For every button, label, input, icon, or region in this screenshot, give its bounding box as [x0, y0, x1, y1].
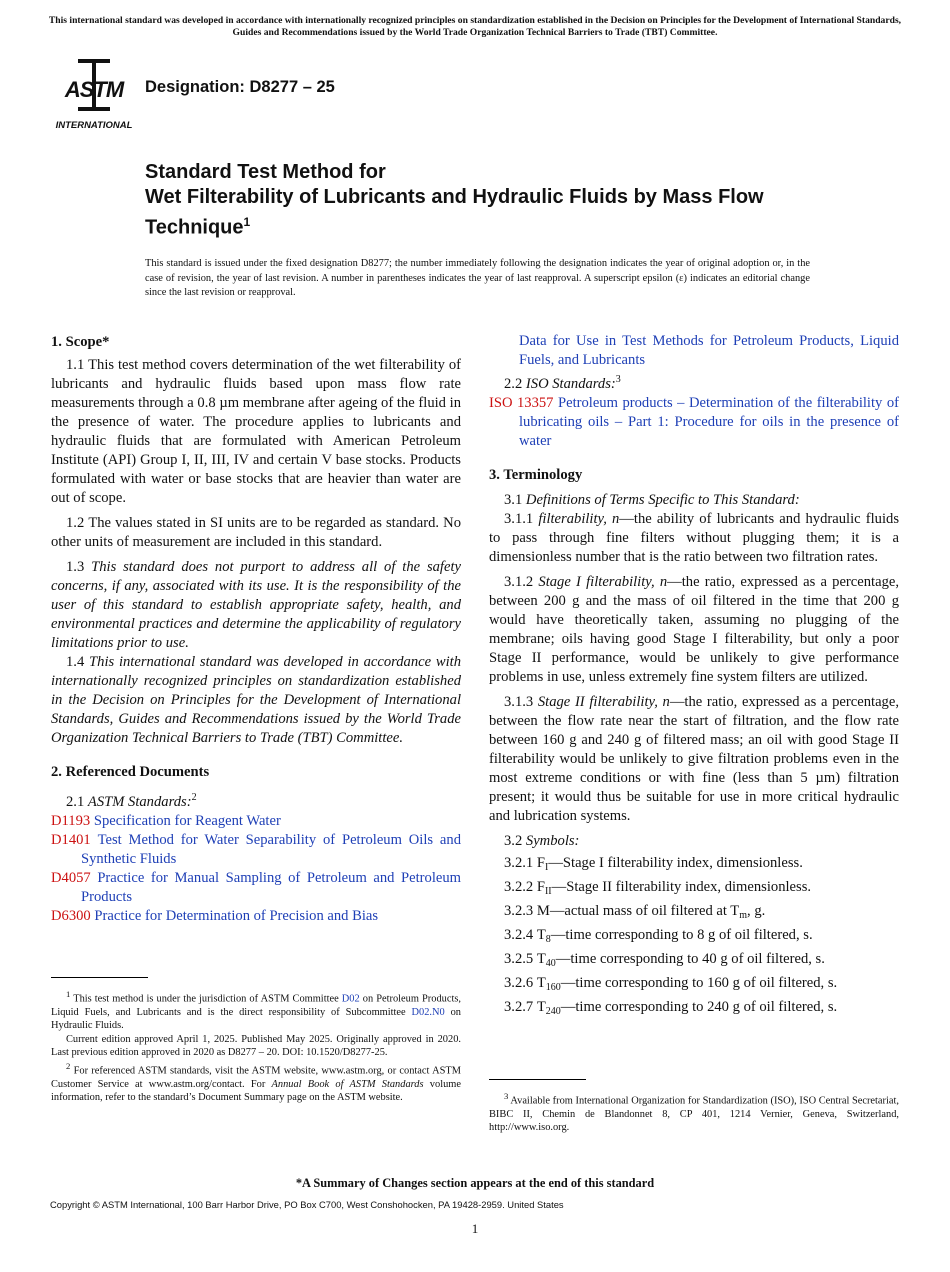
ref-d1401[interactable]: D1401 Test Method for Water Separability of Petroleum Oils and Synthetic Fluids: [51, 831, 462, 867]
page-number: 1: [471, 1221, 479, 1236]
ref-d4057[interactable]: D4057 Practice for Manual Sampling of Petroleum and Petroleum Products: [51, 869, 461, 905]
footnote-1: $^1$ This test method is under the jurisdiction of ASTM Committee D02 on Petroleum Products, Liquid Fuels, and Lubricants and is the direct responsibility of Subcommittee D02.N0 on Hydraulic Fluids.: [51, 989, 461, 1032]
ref-d6300-part1[interactable]: D6300 Practice for Determination of Precision and Bias: [51, 907, 379, 924]
link-d02n0[interactable]: D02.N0: [411, 1006, 445, 1018]
astm-standards-label: 2.1 ASTM Standards:$^2$: [66, 792, 197, 810]
footnote-rule-right: [489, 1079, 586, 1080]
ref-d6300-part2[interactable]: Data for Use in Test Methods for Petroleum Products, Liquid Fuels, and Lubricants: [519, 333, 899, 368]
symbol-3-2-5: 3.2.5 $T_{40}—time$ corresponding to 40 g of oil filtered, s.: [504, 950, 825, 969]
ref-d1193[interactable]: D1193 Specification for Reagent Water: [51, 812, 281, 829]
left-column: [51, 333, 461, 926]
logo-text: ASTM: [64, 77, 124, 102]
scope-heading: 1. Scope*: [51, 334, 110, 350]
symbol-3-2-4: 3.2.4 $T_8—time$ corresponding to 8 g of oil filtered, s.: [504, 926, 813, 945]
symbols-label: 3.2 Symbols:: [504, 832, 580, 849]
terminology-3-1-1: 3.1.1 filterability, n—the ability of lubricants and hydraulic fluids to pass through fine filters without plugging them; it is a dimensionless number that is the ratio between two filtration rates.: [489, 510, 900, 565]
symbol-3-2-3: 3.2.3 M—actual mass of oil filtered at $T_m$, g.: [504, 902, 766, 921]
designation: Designation: D8277 – 25: [145, 78, 335, 96]
terminology-3-1: 3.1 Definitions of Terms Specific to This Standard:: [504, 491, 800, 508]
terminology-3-1-3: 3.1.3 Stage II filterability, n—the ratio, expressed as a percentage, between the flow rate near the start of filtration, and the flow rate between 160 g and 240 g of filtered mass; an oil with good Stage II filterability would be unlikely to give filtration problems even in the most extreme conditions or with fine (less than 5 µm) filtration present; it would thus be suitable for use in more critical hydraulic and lubrication systems.: [489, 693, 899, 824]
scope-1-1: 1.1 This test method covers determination of the wet filterability of lubricants and hydraulic fluids based upon mass flow rate measurements through a 0.8 µm membrane after ageing of the fluid in the presence of water. The procedure applies to lubricants and hydraulic fluids that are formulated with American Petroleum Institute (API) Group I, II, III, IV and certain V base stocks. Products formulated with water or base stocks that are heavier than water are out of scope.: [51, 357, 461, 506]
title-line1: Standard Test Method for: [145, 161, 386, 183]
terminology-heading: 3. Terminology: [489, 466, 583, 483]
scope-1-2: 1.2 The values stated in SI units are to be regarded as standard. No other units of measurement are included in this standard.: [51, 515, 461, 550]
link-d02[interactable]: D02: [341, 993, 360, 1005]
footnote-1-edition: Current edition approved April 1, 2025. Published May 2025. Originally approved in 2020. Last previous edition approved in 2020 as D8277 – 20. DOI: 10.1520/D8277-25.: [51, 1033, 461, 1059]
symbol-3-2-6: 3.2.6 $T_{160}—time$ corresponding to 160 g of oil filtered, s.: [504, 974, 838, 993]
right-column: [489, 332, 899, 1017]
copyright-line: Copyright © ASTM International, 100 Barr Harbor Drive, PO Box C700, West Conshohocken, PA 19428-2959. United States: [50, 1199, 564, 1210]
footnote-rule-left: [51, 977, 148, 978]
footnote-3: $^3$ Available from International Organization for Standardization (ISO), ISO Central Secretariat, BIBC II, Chemin de Blandonnet 8, CP 401, 1214 Vernier, Geneva, Switzerland, http://www.iso.org.: [489, 1091, 899, 1134]
footnotes-left: [51, 988, 461, 1105]
terminology-3-1-2: 3.1.2 Stage I filterability, n—the ratio, expressed as a percentage, between 200 g and the mass of oil filtered in the time that 200 g would have theoretically taken, assuming no plugging of the membrane; oils having good Stage I filterability, but only a poor Stage II performance, would be unlikely to give performance problems in use, unless extremely fine system filters are utilized.: [489, 573, 899, 685]
iso-standards-label: 2.2 ISO Standards:$^3$: [504, 374, 621, 392]
footnotes-right: [489, 1090, 899, 1135]
astm-logo: [52, 57, 136, 133]
footnote-2: $^2$ For referenced ASTM standards, visit the ASTM website, www.astm.org, or contact ASTM Customer Service at www.astm.org/contact. For Annual Book of ASTM Standards volume information, refer to the standard’s Document Summary page on the ASTM website.: [51, 1060, 461, 1104]
summary-of-changes-note: *A Summary of Changes section appears at the end of this standard: [295, 1176, 655, 1190]
header-notice: This international standard was developed in accordance with internationally recognized principles on standardization established in the Decision on Principles for the Development of International Standards, Guides and Recommendations issued by the World Trade Organization Technical Barriers to Trade (TBT) Committee.: [48, 15, 902, 38]
symbol-3-2-2: 3.2.2 $F_{II}—Stage$ II filterability index, dimensionless.: [504, 878, 812, 897]
referenced-heading: 2. Referenced Documents: [51, 764, 210, 780]
scope-1-4: 1.4 This international standard was developed in accordance with internationally recognized principles on standardization established in the Decision on Principles for the Development of International Standards, Guides and Recommendations issued by the World Trade Organization Technical Barriers to Trade (TBT) Committee.: [51, 654, 462, 746]
ref-iso13357[interactable]: ISO 13357 Petroleum products – Determination of the filterability of lubricating oils – Part 1: Procedure for oils in the presence of water: [489, 394, 899, 449]
scope-1-3: 1.3 This standard does not purport to address all of the safety concerns, if any, associated with its use. It is the responsibility of the user of this standard to establish appropriate safety, health, and environmental practices and determine the applicability of regulatory limitations prior to use.: [51, 559, 461, 651]
document-title: [145, 160, 845, 241]
symbol-3-2-1: 3.2.1 $F_I—Stage$ I filterability index, dimensionless.: [504, 854, 803, 873]
logo-subtext: INTERNATIONAL: [55, 120, 133, 131]
issuance-note: This standard is issued under the fixed designation D8277; the number immediately following the designation indicates the year of original adoption or, in the case of revision, the year of last revision. A number in parentheses indicates the year of last reapproval. A superscript epsilon (ε) indicates an editorial change since the last revision or reapproval.: [145, 258, 810, 298]
symbol-3-2-7: 3.2.7 $T_{240}—time$ corresponding to 240 g of oil filtered, s.: [504, 998, 838, 1017]
title-footnote-mark: 1: [243, 215, 251, 229]
title-line2: Wet Filterability of Lubricants and Hydraulic Fluids by Mass Flow Technique: [145, 186, 764, 239]
